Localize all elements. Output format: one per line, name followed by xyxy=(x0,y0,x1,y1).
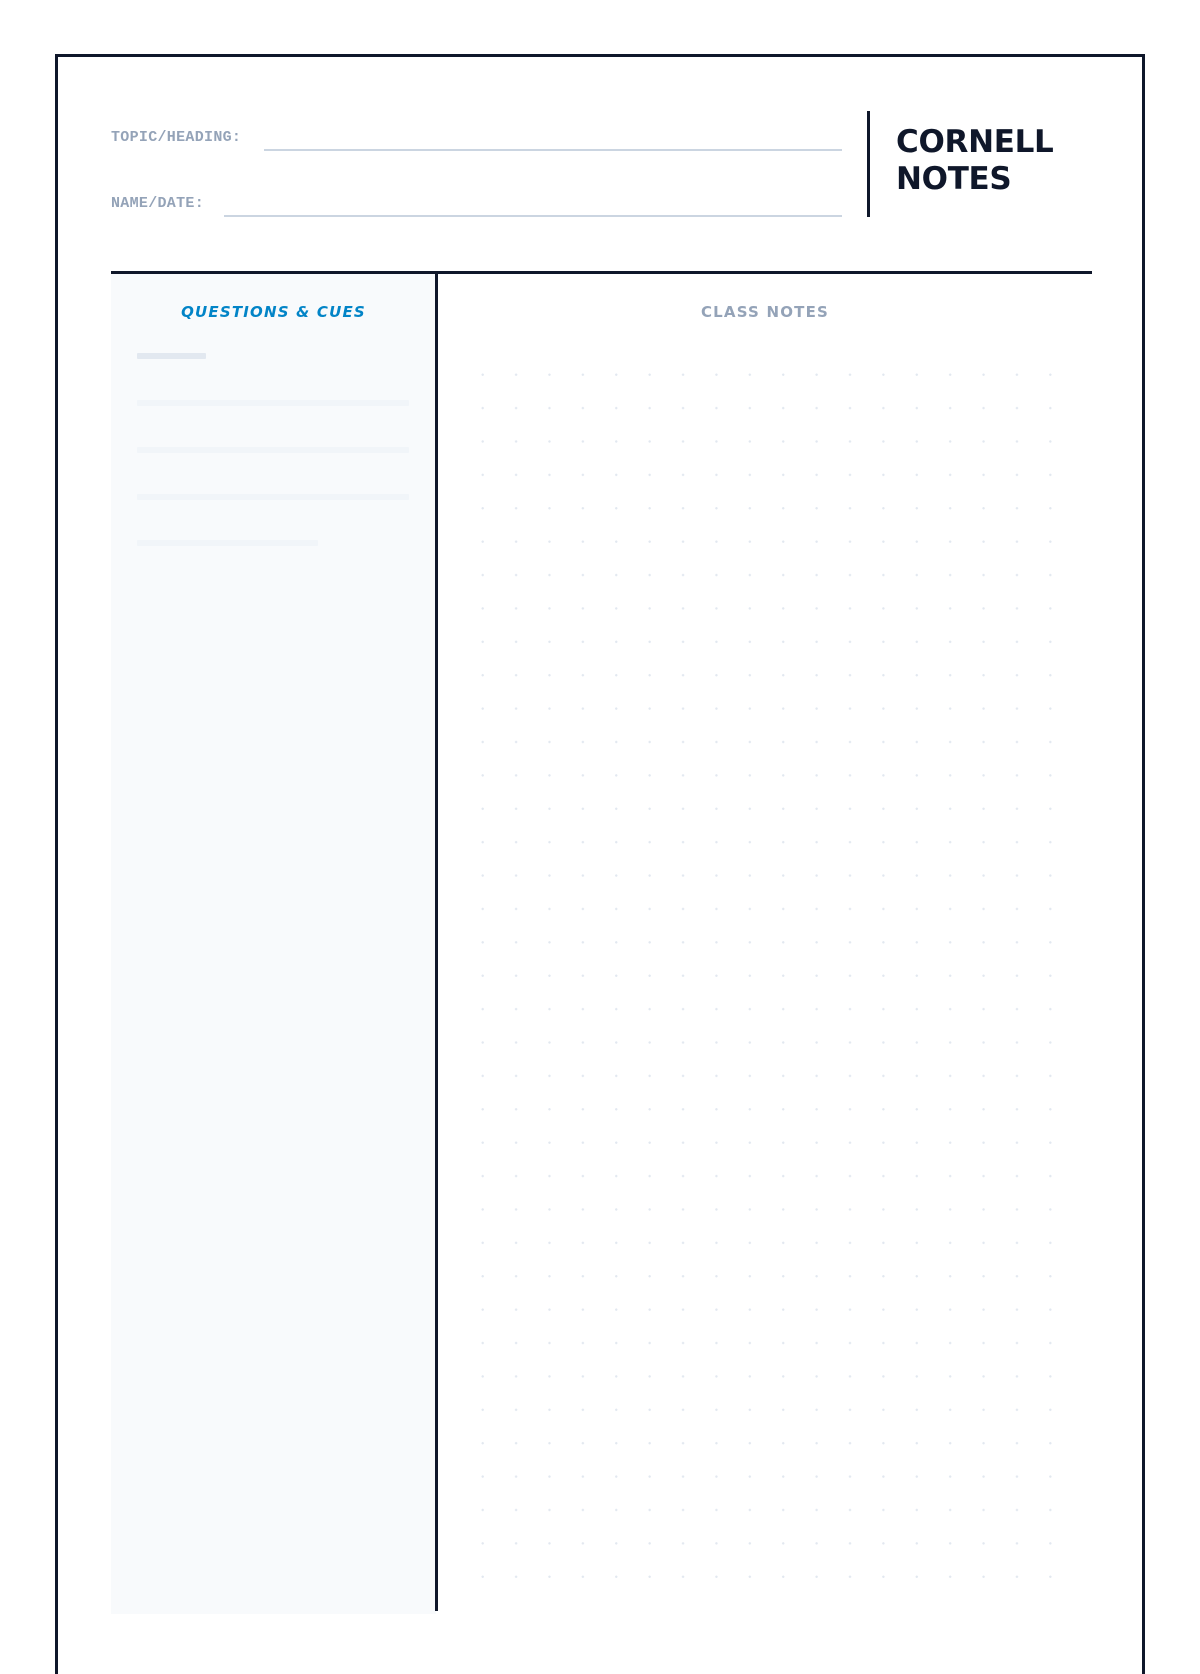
page-title xyxy=(896,124,1096,198)
cue-column[interactable] xyxy=(111,274,436,1614)
name-date-field[interactable] xyxy=(224,215,842,217)
title-divider xyxy=(867,111,870,217)
cue-placeholder-line xyxy=(137,540,318,546)
topic-heading-field[interactable] xyxy=(264,149,842,151)
cue-placeholder-line xyxy=(137,494,409,500)
cue-column-heading: QUESTIONS & CUES xyxy=(181,303,366,321)
cue-placeholder-line xyxy=(137,353,206,359)
page-title-line-1: CORNELL xyxy=(896,124,1054,160)
topic-heading-label: TOPIC/HEADING: xyxy=(111,129,242,146)
notes-dot-grid[interactable] xyxy=(466,358,1066,1598)
name-date-label: NAME/DATE: xyxy=(111,195,205,212)
notes-column-heading: CLASS NOTES xyxy=(700,303,830,321)
column-divider xyxy=(435,271,438,1611)
cue-placeholder-line xyxy=(137,447,409,453)
cue-placeholder-line xyxy=(137,400,409,406)
page-title-line-2: NOTES xyxy=(896,161,1012,197)
